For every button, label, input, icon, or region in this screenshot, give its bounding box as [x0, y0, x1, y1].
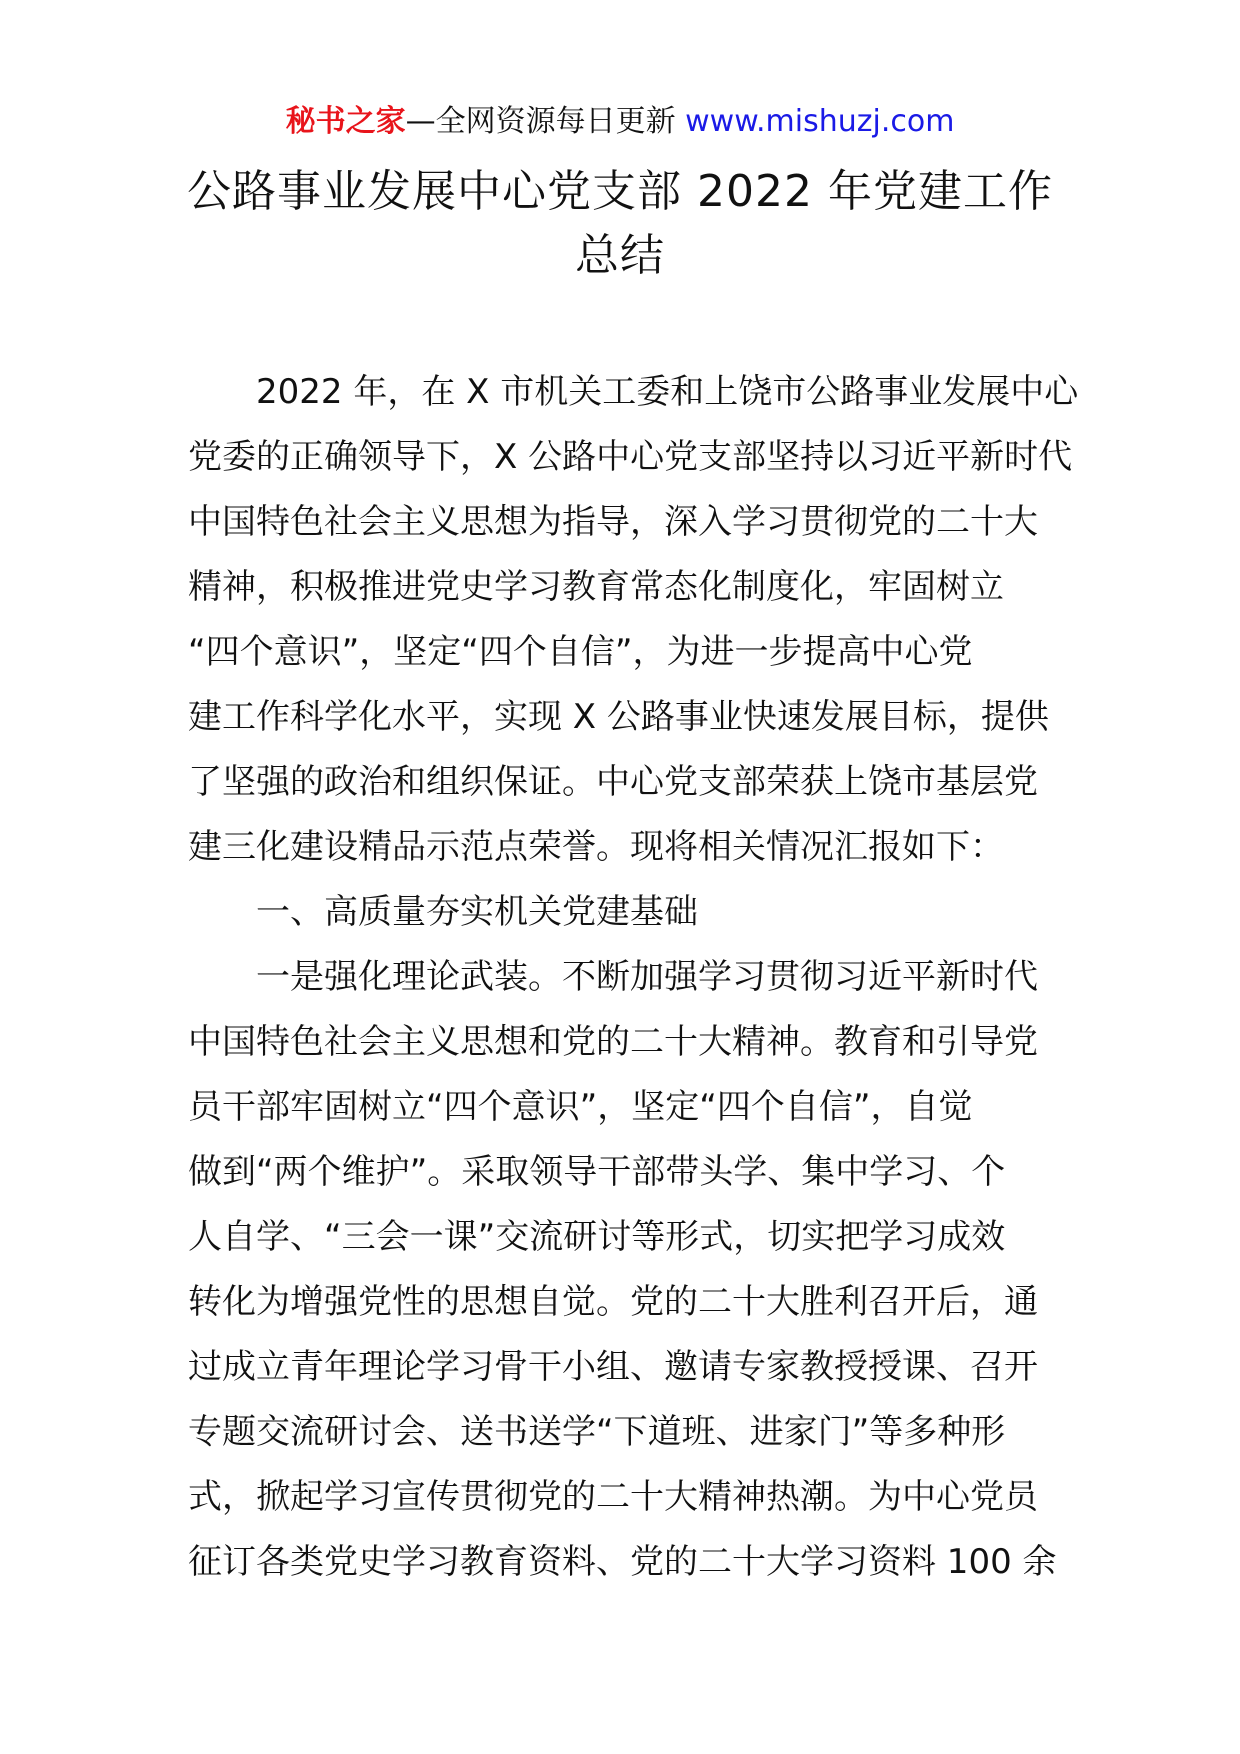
paragraph-line: 2022 年，在 X 市机关工委和上饶市公路事业发展中心 [256, 372, 1079, 412]
paragraph-line: 一是强化理论武装。不断加强学习贯彻习近平新时代 [256, 957, 1038, 997]
paragraph-line: 做到“两个维护”。采取领导干部带头学、集中学习、个 [188, 1152, 1006, 1192]
paragraph-line: 中国特色社会主义思想和党的二十大精神。教育和引导党 [188, 1022, 1038, 1062]
paragraph-line: 员干部牢固树立“四个意识”，坚定“四个自信”，自觉 [188, 1087, 973, 1127]
brand-name: 秘书之家 [285, 104, 406, 139]
paragraph-line: 转化为增强党性的思想自觉。党的二十大胜利召开后，通 [188, 1282, 1038, 1322]
paragraph-line: 式，掀起学习宣传贯彻党的二十大精神热潮。为中心党员 [188, 1477, 1038, 1517]
paragraph-line: 党委的正确领导下，X 公路中心党支部坚持以习近平新时代 [188, 437, 1073, 477]
paragraph-line: 过成立青年理论学习骨干小组、邀请专家教授授课、召开 [188, 1347, 1038, 1387]
paragraph-line: 人自学、“三会一课”交流研讨等形式，切实把学习成效 [188, 1217, 1006, 1257]
paragraph-line: 专题交流研讨会、送书送学“下道班、进家门”等多种形 [188, 1412, 1006, 1452]
title-line-1: 公路事业发展中心党支部 2022 年党建工作 [187, 166, 1053, 217]
site-url[interactable]: www.mishuzj.com [685, 104, 955, 139]
paragraph-line: 中国特色社会主义思想为指导，深入学习贯彻党的二十大 [188, 502, 1038, 542]
document-body [188, 360, 1079, 1595]
site-tagline: —全网资源每日更新 [405, 104, 676, 139]
paragraph-line: 建工作科学化水平，实现 X 公路事业快速发展目标，提供 [188, 697, 1049, 737]
document-title [150, 160, 1090, 288]
paragraph-line: 建三化建设精品示范点荣誉。现将相关情况汇报如下： [188, 827, 1004, 867]
section-heading: 一、高质量夯实机关党建基础 [256, 892, 698, 932]
site-header [0, 100, 1240, 144]
paragraph-line: “四个意识”，坚定“四个自信”，为进一步提高中心党 [188, 632, 973, 672]
paragraph-line: 了坚强的政治和组织保证。中心党支部荣获上饶市基层党 [188, 762, 1038, 802]
title-line-2: 总结 [575, 230, 665, 281]
paragraph-line: 精神，积极推进党史学习教育常态化制度化，牢固树立 [188, 567, 1004, 607]
paragraph-line: 征订各类党史学习教育资料、党的二十大学习资料 100 余 [188, 1542, 1057, 1582]
